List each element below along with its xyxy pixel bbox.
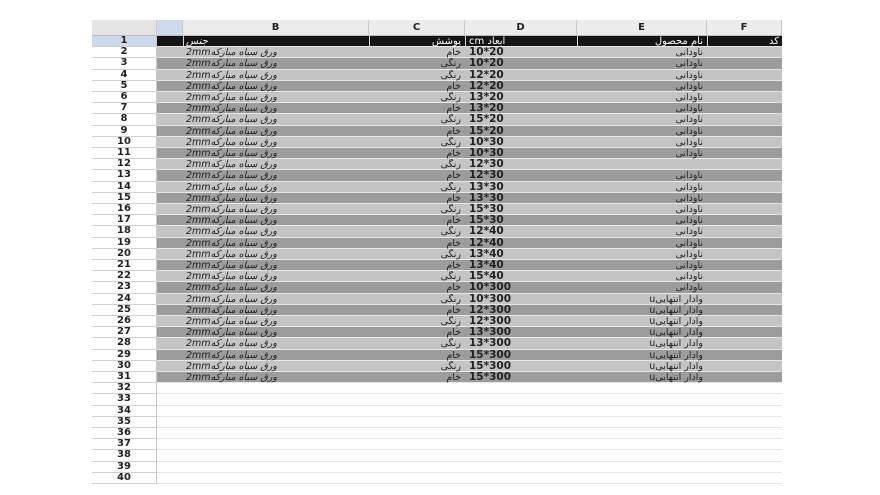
cell-e[interactable]: ناودانی [675,192,703,204]
row-header[interactable]: 36 [92,428,157,439]
cell-e[interactable]: ناودانی [675,181,703,193]
empty-row[interactable] [157,473,782,484]
row-header[interactable]: 38 [92,450,157,461]
cell-c[interactable]: خام [446,237,461,249]
table-row [157,238,782,249]
cell-b[interactable]: ورق سیاه مبارکه2mm [186,103,277,115]
cell-e[interactable]: ناودانی [675,114,703,126]
cell-f[interactable] [707,193,782,204]
cell-f[interactable] [707,81,782,92]
cell-c[interactable]: رنگی [440,114,461,126]
cell-d[interactable]: 12*40 [469,226,504,238]
table-row [157,103,782,114]
cell-f[interactable] [707,260,782,271]
cell-c[interactable]: رنگی [440,271,461,283]
table-row [157,70,782,81]
cell-d[interactable]: 15*300 [469,349,512,361]
empty-row[interactable] [157,383,782,394]
row-header[interactable]: 29 [92,350,157,361]
row-header[interactable]: 28 [92,338,157,349]
cell-e[interactable]: وادار انتهاییu [649,349,703,361]
cell-c[interactable]: خام [446,192,461,204]
cell-d[interactable]: 10*300 [469,282,512,294]
cell-c[interactable]: خام [446,80,461,92]
empty-row[interactable] [157,428,782,439]
cell-c[interactable]: رنگی [440,293,461,305]
cell-f[interactable] [707,204,782,215]
cell-c[interactable]: خام [446,215,461,227]
empty-row[interactable] [157,406,782,417]
cell-e[interactable]: ناودانی [675,237,703,249]
cell-f[interactable] [707,215,782,226]
cell-b[interactable]: ورق سیاه مبارکه2mm [186,136,277,148]
row-header[interactable]: 18 [92,226,157,237]
table-row [157,249,782,260]
row-header[interactable]: 19 [92,238,157,249]
cell-e[interactable]: ناودانی [675,92,703,103]
cell-d[interactable]: 12*20 [469,80,504,92]
column-header-c[interactable]: C [369,20,465,36]
cell-b[interactable]: ورق سیاه مبارکه2mm [186,170,277,182]
cell-c[interactable]: خام [446,282,461,294]
cell-c[interactable]: رنگی [440,316,461,327]
row-header[interactable]: 2 [92,47,157,58]
cell-f[interactable] [707,226,782,237]
table-row [157,226,782,237]
cell-b[interactable]: ورق سیاه مبارکه2mm [186,204,277,215]
row-header[interactable]: 10 [92,137,157,148]
table-row [157,282,782,293]
cell-b[interactable]: ورق سیاه مبارکه2mm [186,69,277,81]
cell-f[interactable] [707,47,782,58]
cell-c[interactable]: رنگی [440,338,461,350]
cell-e[interactable]: ناودانی [675,215,703,227]
cell-b[interactable]: ورق سیاه مبارکه2mm [186,47,277,59]
table-row [157,148,782,159]
cell-e[interactable]: ناودانی [675,226,703,238]
row-header[interactable]: 9 [92,126,157,137]
column-header-b[interactable]: B [183,20,369,36]
cell-b[interactable]: ورق سیاه مبارکه2mm [186,349,277,361]
header-cell-coating[interactable]: پوشش [431,36,461,47]
cell-f[interactable] [707,338,782,349]
table-row [157,294,782,305]
cell-c[interactable]: خام [446,327,461,339]
cell-f[interactable] [707,372,782,383]
cell-e[interactable]: وادار انتهاییu [649,316,703,327]
cell-d[interactable]: 15*300 [469,360,512,372]
cell-f[interactable] [707,271,782,282]
cell-f[interactable] [707,282,782,293]
column-header-f[interactable]: F [707,20,782,36]
cell-d[interactable]: 13*20 [469,92,504,103]
cell-e[interactable]: ناودانی [675,69,703,81]
cell-b[interactable]: ورق سیاه مبارکه2mm [186,248,277,260]
cell-d[interactable]: 13*30 [469,181,504,193]
cell-e[interactable]: وادار انتهاییu [649,360,703,372]
cell-e[interactable]: وادار انتهاییu [649,304,703,316]
cell-d[interactable]: 12*30 [469,170,504,182]
table-row [157,350,782,361]
cell-d[interactable]: 12*40 [469,237,504,249]
cell-d[interactable]: 13*300 [469,327,512,339]
cell-e[interactable]: ناودانی [675,260,703,271]
column-header-d[interactable]: D [465,20,577,36]
cell-f[interactable] [707,148,782,159]
row-header[interactable]: 15 [92,193,157,204]
row-header[interactable]: 12 [92,159,157,170]
table-row [157,204,782,215]
table-row [157,193,782,204]
table-row [157,305,782,316]
table-header-row [157,36,782,47]
table-row [157,372,782,383]
table-row [157,215,782,226]
cell-e[interactable] [577,159,707,170]
cell-c[interactable]: خام [446,103,461,115]
cell-e[interactable]: ناودانی [675,282,703,294]
cell-c[interactable]: خام [446,372,461,383]
empty-row[interactable] [157,394,782,405]
cell-f[interactable] [707,126,782,137]
row-header[interactable]: 24 [92,294,157,305]
cell-f[interactable] [707,70,782,81]
row-header[interactable]: 23 [92,282,157,293]
cell-d[interactable]: 12*30 [469,159,504,171]
cell-e[interactable]: ناودانی [675,148,703,159]
cell-d[interactable]: 15*20 [469,125,504,137]
cell-b[interactable]: ورق سیاه مبارکه2mm [186,181,277,193]
cell-c[interactable]: خام [446,125,461,137]
cell-b[interactable]: ورق سیاه مبارکه2mm [186,360,277,372]
cell-b[interactable]: ورق سیاه مبارکه2mm [186,260,277,271]
row-header[interactable]: 6 [92,92,157,103]
cell-d[interactable]: 12*20 [469,69,504,81]
table-row [157,159,782,170]
cell-d[interactable]: 15*30 [469,204,504,215]
cell-e[interactable]: وادار انتهاییu [649,338,703,350]
table-row [157,316,782,327]
cell-f[interactable] [707,249,782,260]
cell-f[interactable] [707,159,782,170]
cell-d[interactable]: 10*30 [469,136,504,148]
cell-c[interactable]: رنگی [440,159,461,171]
cell-b[interactable]: ورق سیاه مبارکه2mm [186,80,277,92]
cell-f[interactable] [707,327,782,338]
cell-c[interactable]: خام [446,47,461,59]
cell-e[interactable]: ناودانی [675,271,703,283]
cell-d[interactable]: 15*40 [469,271,504,283]
cell-c[interactable]: رنگی [440,92,461,103]
row-header[interactable]: 30 [92,361,157,372]
cell-e[interactable]: ناودانی [675,103,703,115]
cell-c[interactable]: خام [446,260,461,271]
table-row [157,338,782,349]
header-cell-material[interactable]: جنس [186,36,208,47]
cell-e[interactable]: ناودانی [675,58,703,70]
cell-d[interactable]: 10*20 [469,58,504,70]
table-row [157,182,782,193]
cell-f[interactable] [707,350,782,361]
row-header[interactable]: 3 [92,58,157,69]
cell-b[interactable]: ورق سیاه مبارکه2mm [186,114,277,126]
cell-e[interactable]: ناودانی [675,80,703,92]
cell-b[interactable]: ورق سیاه مبارکه2mm [186,215,277,227]
table-row [157,92,782,103]
row-header[interactable]: 34 [92,406,157,417]
cell-b[interactable]: ورق سیاه مبارکه2mm [186,316,277,327]
cell-b[interactable]: ورق سیاه مبارکه2mm [186,372,277,383]
cell-e[interactable]: وادار انتهاییu [649,293,703,305]
empty-row[interactable] [157,439,782,450]
cell-c[interactable]: رنگی [440,248,461,260]
cell-c[interactable]: رنگی [440,360,461,372]
row-header[interactable]: 40 [92,473,157,484]
empty-row[interactable] [157,450,782,461]
table-row [157,361,782,372]
empty-row[interactable] [157,462,782,473]
header-cell-dimensions[interactable]: cm ابعاد [469,36,506,47]
cell-d[interactable]: 13*20 [469,103,504,115]
cell-b[interactable]: ورق سیاه مبارکه2mm [186,58,277,70]
cell-c[interactable]: خام [446,148,461,159]
row-header[interactable]: 33 [92,394,157,405]
row-header[interactable]: 39 [92,462,157,473]
cell-f[interactable] [707,92,782,103]
row-header[interactable]: 16 [92,204,157,215]
row-header[interactable]: 27 [92,327,157,338]
cell-b[interactable]: ورق سیاه مبارکه2mm [186,159,277,171]
row-header[interactable]: 8 [92,114,157,125]
cell-b[interactable]: ورق سیاه مبارکه2mm [186,271,277,283]
cell-c[interactable]: رنگی [440,69,461,81]
cell-b[interactable]: ورق سیاه مبارکه2mm [186,237,277,249]
empty-row[interactable] [157,417,782,428]
cell-d[interactable]: 15*20 [469,114,504,126]
cell-c[interactable]: رنگی [440,136,461,148]
table-row [157,137,782,148]
cell-f[interactable] [707,305,782,316]
table-row [157,58,782,69]
cell-c[interactable]: رنگی [440,204,461,215]
cell-c[interactable]: رنگی [440,181,461,193]
row-header[interactable]: 32 [92,383,157,394]
cell-f[interactable] [707,316,782,327]
cell-f[interactable] [707,58,782,69]
cell-e[interactable]: ناودانی [675,125,703,137]
cell-b[interactable]: ورق سیاه مبارکه2mm [186,92,277,103]
cell-f[interactable] [707,103,782,114]
cell-b[interactable]: ورق سیاه مبارکه2mm [186,282,277,294]
cell-b[interactable]: ورق سیاه مبارکه2mm [186,338,277,350]
cell-b[interactable]: ورق سیاه مبارکه2mm [186,148,277,159]
cell-f[interactable] [707,238,782,249]
table-row [157,327,782,338]
table-row [157,260,782,271]
row-header[interactable]: 17 [92,215,157,226]
cell-d[interactable]: 10*300 [469,293,512,305]
cell-c[interactable]: رنگی [440,226,461,238]
cell-e[interactable]: ناودانی [675,204,703,215]
row-header[interactable]: 26 [92,316,157,327]
cell-f[interactable] [707,114,782,125]
column-header-e[interactable]: E [577,20,707,36]
cell-e[interactable]: ناودانی [675,248,703,260]
cell-c[interactable]: رنگی [440,58,461,70]
row-header[interactable]: 22 [92,271,157,282]
table-row [157,47,782,58]
cell-d[interactable]: 13*40 [469,260,504,271]
table-row [157,170,782,181]
cell-b[interactable]: ورق سیاه مبارکه2mm [186,192,277,204]
cell-b[interactable]: ورق سیاه مبارکه2mm [186,327,277,339]
cell-e[interactable]: ناودانی [675,170,703,182]
table-row [157,114,782,125]
cell-d[interactable]: 12*300 [469,304,512,316]
cell-b[interactable]: ورق سیاه مبارکه2mm [186,125,277,137]
row-header-1[interactable]: 1 [92,36,157,47]
cell-f[interactable] [707,182,782,193]
row-header[interactable]: 11 [92,148,157,159]
cell-d[interactable]: 12*300 [469,316,512,327]
row-header[interactable]: 5 [92,81,157,92]
select-all-corner[interactable] [92,20,157,36]
cell-f[interactable] [707,170,782,181]
table-row [157,271,782,282]
spreadsheet-grid[interactable] [92,20,782,482]
row-header[interactable]: 4 [92,70,157,81]
row-header[interactable]: 35 [92,417,157,428]
table-row [157,126,782,137]
cell-b[interactable]: ورق سیاه مبارکه2mm [186,304,277,316]
cell-d[interactable]: 13*300 [469,338,512,350]
cell-d[interactable]: 13*40 [469,248,504,260]
cell-f[interactable] [707,361,782,372]
cell-f[interactable] [707,137,782,148]
cell-e[interactable]: ناودانی [675,136,703,148]
cell-d[interactable]: 15*300 [469,372,512,383]
cell-c[interactable]: خام [446,349,461,361]
table-row [157,81,782,92]
row-header[interactable]: 31 [92,372,157,383]
row-header[interactable]: 14 [92,182,157,193]
row-header[interactable]: 20 [92,249,157,260]
row-header[interactable]: 13 [92,170,157,181]
cell-d[interactable]: 13*30 [469,192,504,204]
cell-d[interactable]: 10*20 [469,47,504,59]
cell-b[interactable]: ورق سیاه مبارکه2mm [186,226,277,238]
cell-e[interactable]: وادار انتهاییu [649,327,703,339]
cell-c[interactable]: خام [446,170,461,182]
row-header[interactable]: 7 [92,103,157,114]
column-header-a[interactable] [157,20,183,36]
cell-d[interactable]: 10*30 [469,148,504,159]
cell-f[interactable] [707,294,782,305]
row-header[interactable]: 21 [92,260,157,271]
cell-d[interactable]: 15*30 [469,215,504,227]
cell-e[interactable]: ناودانی [675,47,703,59]
cell-c[interactable]: خام [446,304,461,316]
row-header[interactable]: 37 [92,439,157,450]
cell-b[interactable]: ورق سیاه مبارکه2mm [186,293,277,305]
row-header[interactable]: 25 [92,305,157,316]
cell-e[interactable]: وادار انتهاییu [649,372,703,383]
header-cell-product-name[interactable]: نام محصول [654,36,703,47]
header-cell-code[interactable]: کد [768,36,779,47]
